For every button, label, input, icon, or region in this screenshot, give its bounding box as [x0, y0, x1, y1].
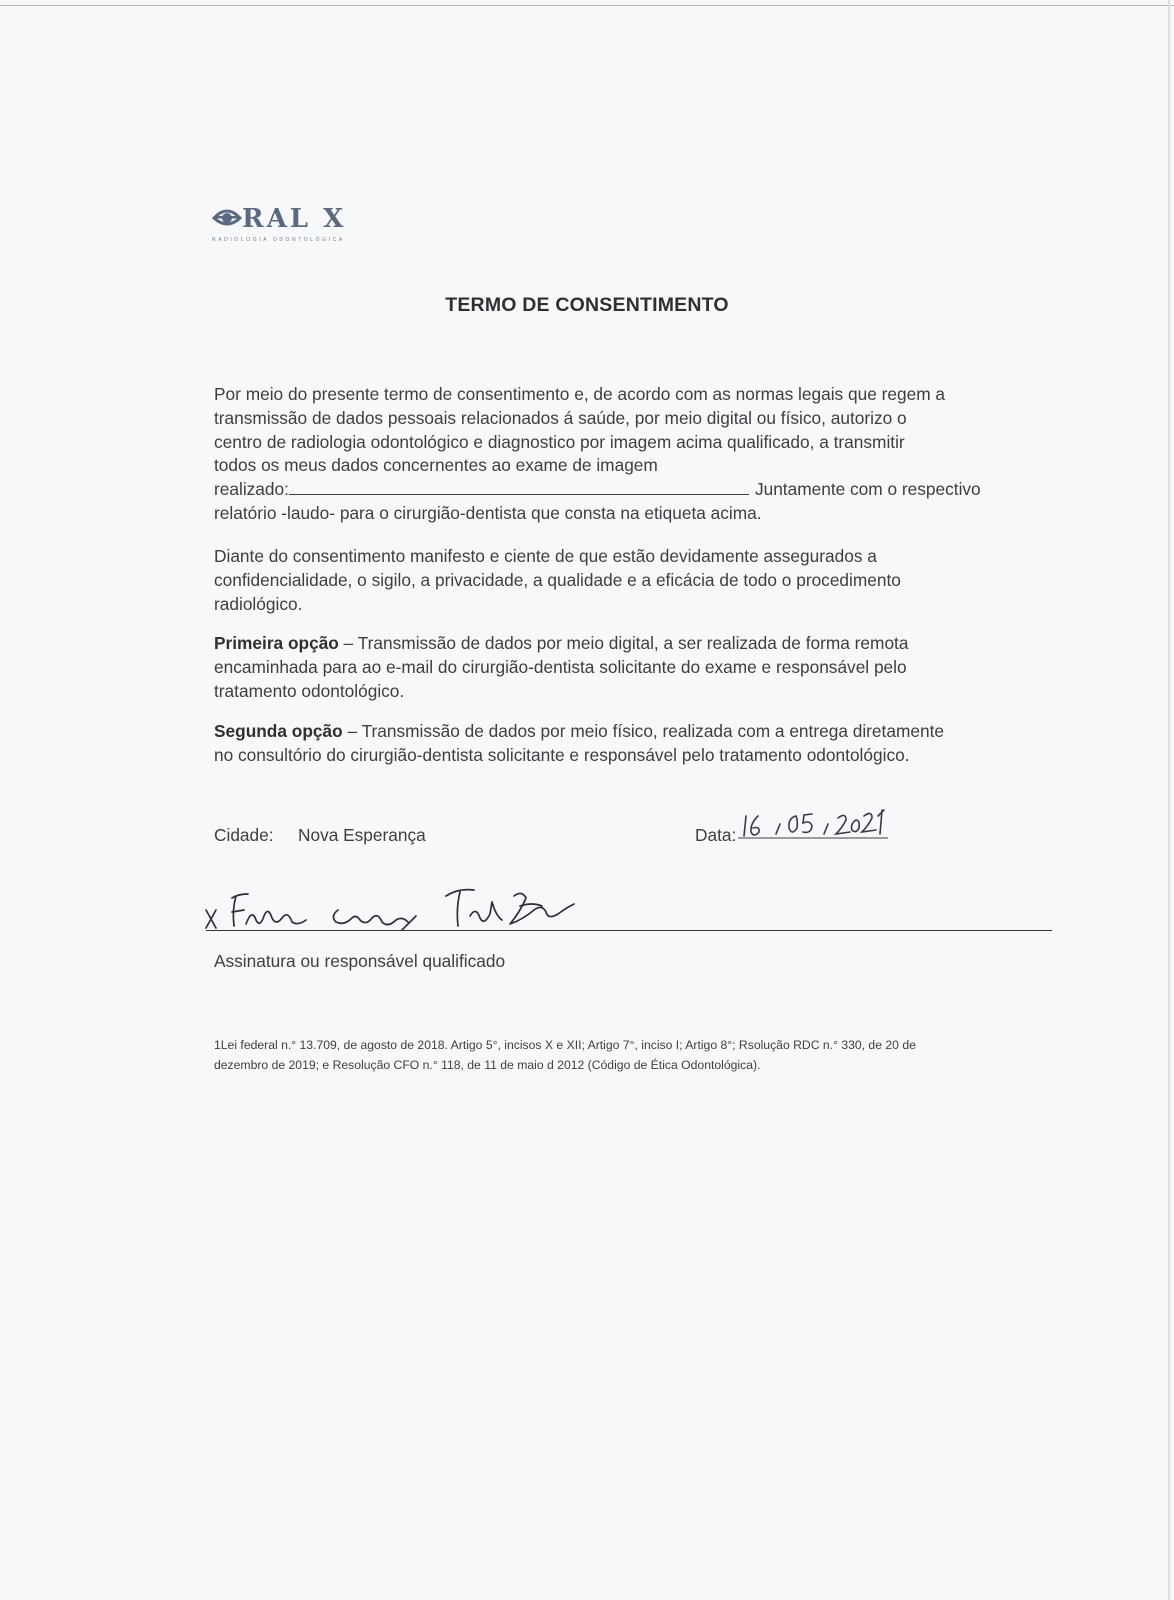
company-logo — [212, 203, 362, 249]
second-option-label: Segunda opção — [214, 721, 343, 741]
text-line: Diante do consentimento manifesto e ciente de que estão devidamente assegurados a — [214, 546, 877, 566]
realizado-line — [214, 478, 1044, 502]
text-line: confidencialidade, o sigilo, a privacidade, a qualidade e a eficácia de todo o procedimento — [214, 569, 901, 590]
text-line: transmissão de dados pessoais relacionados á saúde, por meio digital ou físico, autorizo o — [214, 407, 907, 428]
text-line: no consultório do cirurgião-dentista solicitante e responsável pelo tratamento odontológico. — [214, 744, 910, 765]
option-first-line — [214, 720, 1044, 744]
exam-blank-field — [289, 478, 749, 495]
city-label: Cidade: — [214, 825, 274, 845]
second-option-text: – Transmissão de dados por meio físico, realizada com a entrega diretamente — [342, 721, 944, 741]
date-label: Data: — [695, 825, 737, 845]
realizado-after-text: Juntamente com o respectivo — [754, 479, 981, 500]
footnote-line: 1Lei federal n.° 13.709, de agosto de 2018. Artigo 5°, incisos X e XII; Artigo 7°, inciso I; Artigo 8°; Rsolução RDC n.° 330, de 20 de — [214, 1038, 916, 1052]
text-line: relatório -laudo- para o cirurgião-dentista que consta na etiqueta acima. — [214, 502, 762, 523]
scan-top-edge — [0, 5, 1174, 6]
logo-wordmark: RAL X — [242, 204, 347, 234]
document-title: TERMO DE CONSENTIMENTO — [445, 294, 729, 316]
handwritten-signature — [202, 876, 602, 936]
text-line: todos os meus dados concernentes ao exame de imagem — [214, 455, 658, 476]
text-line: centro de radiologia odontológico e diagnostico por imagem acima qualificado, a transmitir — [214, 431, 905, 452]
footnote-line: dezembro de 2019; e Resolução CFO n.° 118, de 11 de maio d 2012 (Código de Ética Odontológica). — [214, 1057, 761, 1072]
consent-paragraph — [214, 383, 1044, 526]
option-first-line — [214, 632, 1044, 656]
handwritten-date — [738, 806, 908, 846]
realizado-label: realizado: — [214, 479, 289, 500]
second-option-paragraph — [214, 720, 1044, 768]
signature-line — [206, 930, 1052, 931]
city-value: Nova Esperança — [298, 825, 426, 845]
text-line: Por meio do presente termo de consentimento e, de acordo com as normas legais que regem a — [214, 384, 946, 404]
text-line: radiológico. — [214, 593, 303, 614]
first-option-paragraph — [214, 632, 1044, 703]
legal-footnote — [214, 1036, 1054, 1075]
first-option-label: Primeira opção — [214, 633, 339, 653]
text-line: encaminhada para ao e-mail do cirurgião-dentista solicitante do exame e responsável pelo — [214, 656, 907, 677]
signature-caption: Assinatura ou responsável qualificado — [214, 951, 506, 971]
confidentiality-paragraph — [214, 545, 1044, 616]
logo-tagline: RADIOLOGIA ODONTOLÓGICA — [212, 237, 345, 243]
first-option-text: – Transmissão de dados por meio digital, a ser realizada de forma remota — [338, 633, 909, 653]
scan-right-edge — [1168, 0, 1170, 1600]
text-line: tratamento odontológico. — [214, 680, 405, 701]
eye-shaped-logo-icon — [212, 203, 242, 229]
